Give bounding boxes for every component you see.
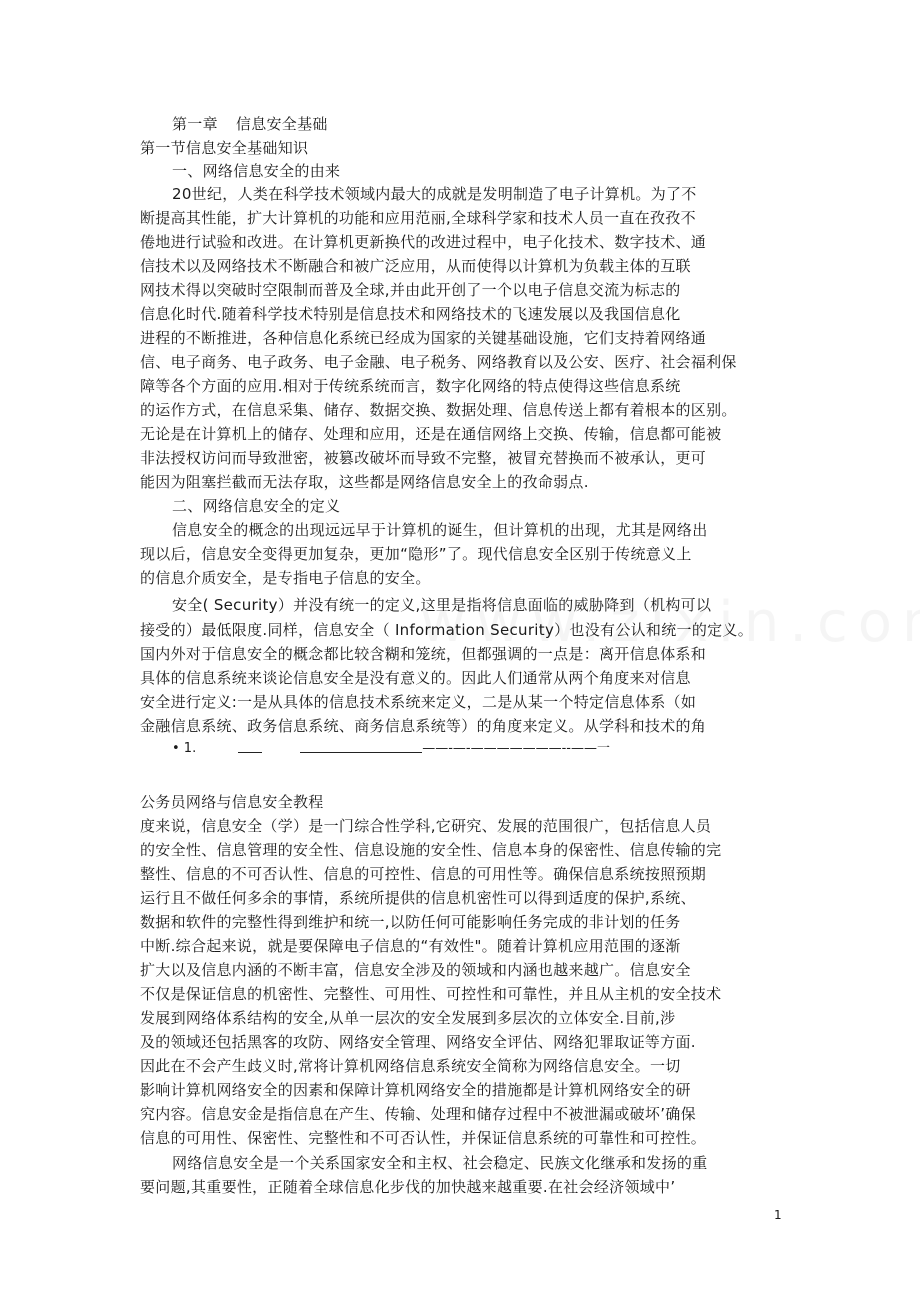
- text-line: 的安全性、信息管理的安全性、信息设施的安全性、信息本身的保密性、信息传输的完: [140, 841, 722, 859]
- text-line: 金融信息系统、政务信息系统、商务信息系统等）的角度来定义。从学科和技术的角: [140, 717, 707, 735]
- chapter-heading: [172, 113, 328, 135]
- text-line: 障等各个方面的应用.相对于传统系统而言，数字化网络的特点使得这些信息系统: [140, 377, 681, 395]
- text-line: 20世纪，人类在科学技术领域内最大的成就是发明制造了电子计算机。为了不: [172, 185, 697, 203]
- text-line: 的信息介质安全，是专指电子信息的安全。: [140, 569, 431, 587]
- text-line: 数据和软件的完整性得到维护和统一,以防任何可能影响任务完成的非计划的任务: [140, 913, 681, 931]
- text-line: 信息的可用性、保密性、完整性和不可否认性，并保证信息系统的可靠性和可控性。: [140, 1129, 707, 1147]
- text-line: 发展到网络体系结构的安全,从单一层次的安全发展到多层次的立体安全.目前,涉: [140, 1009, 676, 1027]
- text-line: 信息安全的概念的出现远远早于计算机的诞生，但计算机的出现，尤其是网络出: [172, 521, 708, 539]
- text-line: 整性、信息的不可否认性、信息的可控性、信息的可用性等。确保信息系统按照预期: [140, 865, 707, 883]
- text-line: 网络信息安全是一个关系国家安全和主权、社会稳定、民族文化继承和发扬的重: [172, 1154, 708, 1172]
- text-line: 信、电子商务、电子政务、电子金融、电子税务、网络教育以及公安、医疗、社会福利保: [140, 353, 737, 371]
- text-line: 因此在不会产生歧义时,常将计算机网络信息系统安全简称为网络信息安全。一切: [140, 1057, 681, 1075]
- text-line: 非法授权访问而导致泄密，被篡改破坏而导致不完整，被冒充替换而不被承认，更可: [140, 449, 707, 467]
- chapter-label: 第一章: [172, 115, 218, 133]
- section-heading: 第一节信息安全基础知识: [140, 139, 309, 157]
- text-line: 具体的信息系统来谈论信息安全是没有意义的。因此人们通常从两个角度来对信息: [140, 669, 691, 687]
- footnote-bullet: • 1.: [172, 741, 197, 756]
- text-line: 中断.综合起来说，就是要保障电子信息的“有效性"。随着计算机应用范围的逐渐: [140, 937, 681, 955]
- text-line: 要问题,其重要性，正随着全球信息化步伐的加快越来越重要.在社会经济领域中’: [140, 1178, 676, 1196]
- text-line: 不仅是保证信息的机密性、完整性、可用性、可控性和可靠性，并且从主机的安全技术: [140, 985, 722, 1003]
- text-line: 接受的）最低限度.同样，信息安全（ Information Security）也没有公认和统一的定义。: [140, 621, 754, 639]
- running-head: 公务员网络与信息安全教程: [140, 793, 324, 811]
- text-line: 国内外对于信息安全的概念都比较含糊和笼统，但都强调的一点是：离开信息体系和: [140, 645, 707, 663]
- text-line: 倦地进行试验和改进。在计算机更新换代的改进过程中，电子化技术、数字技术、通: [140, 233, 707, 251]
- chapter-title: 信息安全基础: [235, 115, 328, 133]
- text-line: 扩大以及信息内涵的不断丰富，信息安全涉及的领域和内涵也越来越广。信息安全: [140, 961, 691, 979]
- text-line: 的运作方式，在信息采集、储存、数据交换、数据处理、信息传送上都有着根本的区别。: [140, 401, 737, 419]
- text-line: 运行且不做任何多余的事情，系统所提供的信息机密性可以得到适度的保护,系统、: [140, 889, 696, 907]
- text-line: 进程的不断推进，各种信息化系统已经成为国家的关键基础设施，它们支持着网络通: [140, 329, 707, 347]
- subsection-heading: 一、网络信息安全的由来: [172, 162, 341, 180]
- text-line: 无论是在计算机上的储存、处理和应用，还是在通信网络上交换、传输，信息都可能被: [140, 425, 722, 443]
- text-line: 度来说，信息安全（学）是一门综合性学科,它研究、发展的范围很广，包括信息人员: [140, 817, 712, 835]
- footnote-dashes: ——-—-———————--——一: [422, 741, 610, 756]
- text-line: 影响计算机网络安全的因素和保障计算机网络安全的措施都是计算机网络安全的研: [140, 1081, 691, 1099]
- text-line: 网技术得以突破时空限制而普及全球,并由此开创了一个以电子信息交流为标志的: [140, 281, 681, 299]
- text-line: 信技术以及网络技术不断融合和被广泛应用，从而使得以计算机为负载主体的互联: [140, 257, 691, 275]
- text-line: 安全进行定义:一是从具体的信息技术系统来定义，二是从某一个特定信息体系（如: [140, 693, 697, 711]
- text-line: 断提高其性能，扩大计算机的功能和应用范丽,全球科学家和技术人员一直在孜孜不: [140, 209, 696, 227]
- text-line: 现以后，信息安全变得更加复杂，更加“隐形”了。现代信息安全区别于传统意义上: [140, 545, 692, 563]
- footnote-rule: [172, 738, 610, 760]
- page-number: 1: [774, 1208, 782, 1222]
- text-line: 安全( Security）并没有统一的定义,这里是指将信息面临的威胁降到（机构可以: [172, 596, 712, 614]
- subsection-heading: 二、网络信息安全的定义: [172, 497, 341, 515]
- text-line: 能因为阻塞拦截而无法存取，这些都是网络信息安全上的孜命弱点.: [140, 473, 589, 491]
- text-line: 信息化时代.随着科学技术特别是信息技术和网络技术的飞速发展以及我国信息化: [140, 305, 681, 323]
- text-line: 及的领域还包括黑客的攻防、网络安全管理、网络安全评估、网络犯罪取证等方面.: [140, 1033, 696, 1051]
- text-line: 究内容。信息安金是指信息在产生、传输、处理和储存过程中不被泄漏或破坏’确保: [140, 1105, 696, 1123]
